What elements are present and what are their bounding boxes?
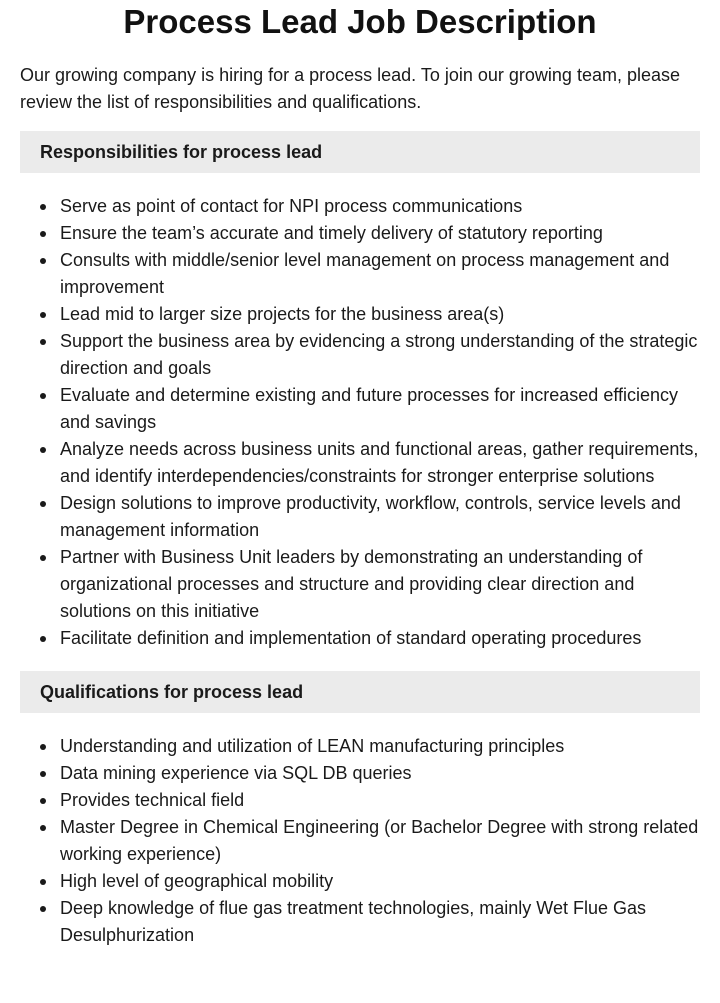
bullet-icon <box>40 204 46 210</box>
list-item-text: Deep knowledge of flue gas treatment technologies, mainly Wet Flue Gas Desulphurization <box>60 898 646 945</box>
list-item <box>60 814 700 868</box>
page-title: Process Lead Job Description <box>123 3 597 40</box>
responsibilities-heading: Responsibilities for process lead <box>20 131 700 173</box>
bullet-icon <box>40 744 46 750</box>
list-item <box>60 868 700 895</box>
list-item-text: High level of geographical mobility <box>60 871 334 891</box>
list-item-text: Consults with middle/senior level management on process management and improvement <box>60 250 670 297</box>
bullet-icon <box>40 825 46 831</box>
list-item <box>60 382 700 436</box>
list-item-text: Facilitate definition and implementation of standard operating procedures <box>60 628 642 648</box>
list-item <box>60 328 700 382</box>
list-item-text: Master Degree in Chemical Engineering (or Bachelor Degree with strong related working experience) <box>60 817 699 864</box>
bullet-icon <box>40 636 46 642</box>
bullet-icon <box>40 312 46 318</box>
list-item <box>60 220 700 247</box>
list-item-text: Analyze needs across business units and functional areas, gather requirements, and identify interdependencies/constraints for stronger enterprise solutions <box>60 439 699 486</box>
list-item <box>60 193 700 220</box>
list-item <box>60 490 700 544</box>
bullet-icon <box>40 879 46 885</box>
qualifications-heading: Qualifications for process lead <box>20 671 700 713</box>
list-item-text: Design solutions to improve productivity, workflow, controls, service levels and management information <box>60 493 681 540</box>
bullet-icon <box>40 501 46 507</box>
list-item <box>60 436 700 490</box>
list-item <box>60 787 700 814</box>
list-item <box>60 247 700 301</box>
list-item <box>60 301 700 328</box>
bullet-icon <box>40 771 46 777</box>
list-item-text: Partner with Business Unit leaders by demonstrating an understanding of organizational processes and structure and providing clear direction and solutions on this initiative <box>60 547 643 621</box>
list-item-text: Serve as point of contact for NPI process communications <box>60 196 523 216</box>
list-item <box>60 733 700 760</box>
intro-paragraph: Our growing company is hiring for a process lead. To join our growing team, please review the list of responsibilities and qualifications. <box>20 65 681 112</box>
bullet-icon <box>40 231 46 237</box>
bullet-icon <box>40 798 46 804</box>
bullet-icon <box>40 906 46 912</box>
list-item-text: Understanding and utilization of LEAN manufacturing principles <box>60 736 565 756</box>
list-item-text: Support the business area by evidencing a strong understanding of the strategic direction and goals <box>60 331 698 378</box>
list-item-text: Evaluate and determine existing and future processes for increased efficiency and savings <box>60 385 679 432</box>
list-item <box>60 895 700 949</box>
bullet-icon <box>40 258 46 264</box>
bullet-icon <box>40 555 46 561</box>
list-item <box>60 760 700 787</box>
list-item <box>60 544 700 625</box>
list-item-text: Ensure the team’s accurate and timely delivery of statutory reporting <box>60 223 603 243</box>
bullet-icon <box>40 447 46 453</box>
list-item-text: Data mining experience via SQL DB queries <box>60 763 412 783</box>
bullet-icon <box>40 339 46 345</box>
bullet-icon <box>40 393 46 399</box>
responsibilities-list <box>20 193 700 652</box>
list-item-text: Provides technical field <box>60 790 245 810</box>
list-item <box>60 625 700 652</box>
list-item-text: Lead mid to larger size projects for the business area(s) <box>60 304 505 324</box>
qualifications-list <box>20 733 700 949</box>
